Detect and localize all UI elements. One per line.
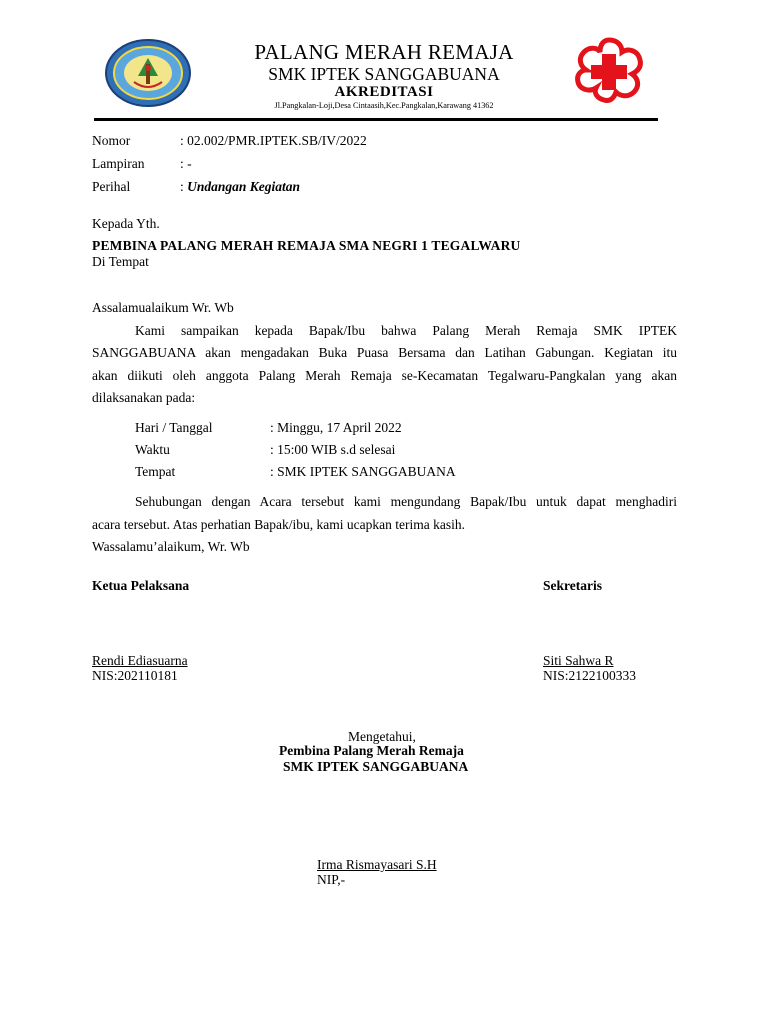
org-name: PALANG MERAH REMAJA: [254, 40, 514, 64]
sign-left-id: NIS:202110181: [92, 668, 178, 683]
school-name: SMK IPTEK SANGGABUANA: [268, 64, 500, 84]
para1-line-3: akan diikuti oleh anggota Palang Merah Remaja se-Kecamatan Tegalwaru-Pangkalan yang akan: [92, 368, 677, 383]
sign-left-name: Rendi Ediasuarna: [92, 653, 188, 668]
meta-perihal-label: Perihal: [92, 179, 131, 194]
school-seal-logo: [104, 38, 192, 108]
para1-line-1: Kami sampaikan kepada Bapak/Ibu bahwa Palang Merah Remaja SMK IPTEK: [135, 323, 677, 338]
recipient-place: Di Tempat: [92, 254, 149, 269]
sign-right-id: NIS:2122100333: [543, 668, 637, 683]
closing: Wassalamu’alaikum, Wr. Wb: [92, 539, 250, 554]
detail-date-value: : Minggu, 17 April 2022: [270, 420, 402, 435]
acknowledge-label: Mengetahui,: [348, 729, 416, 744]
acknowledge-role-line1: Pembina Palang Merah Remaja: [279, 743, 464, 758]
sign-right-role: Sekretaris: [543, 578, 602, 593]
header-divider: [94, 118, 658, 121]
pmr-red-cross-logo: [570, 34, 648, 106]
meta-perihal-value: [180, 178, 300, 195]
school-address: Jl.Pangkalan-Loji,Desa Cintaasih,Kec.Pangkalan,Karawang 41362: [274, 101, 494, 110]
detail-place-label: Tempat: [135, 464, 176, 479]
salutation: Assalamualaikum Wr. Wb: [92, 300, 234, 315]
detail-place-value: : SMK IPTEK SANGGABUANA: [270, 464, 456, 479]
acknowledge-id: NIP,-: [317, 872, 346, 887]
detail-time-label: Waktu: [135, 442, 170, 457]
acknowledge-role-line2: SMK IPTEK SANGGABUANA: [283, 759, 469, 774]
detail-time-value: : 15:00 WIB s.d selesai: [270, 442, 396, 457]
meta-perihal-subject: Undangan Kegiatan: [187, 179, 301, 194]
meta-nomor-label: Nomor: [92, 133, 131, 148]
para1-line-4: dilaksanakan pada:: [92, 390, 196, 405]
para1-line-2: SANGGABUANA akan mengadakan Buka Puasa Bersama dan Latihan Gabungan. Kegiatan itu: [92, 345, 677, 360]
accreditation-label: AKREDITASI: [334, 84, 434, 100]
recipient-greeting: Kepada Yth.: [92, 216, 160, 231]
meta-perihal-colon: :: [180, 179, 188, 194]
meta-nomor-value: : 02.002/PMR.IPTEK.SB/IV/2022: [180, 133, 367, 148]
meta-lampiran-label: Lampiran: [92, 156, 145, 171]
acknowledge-name: Irma Rismayasari S.H: [317, 857, 437, 872]
para2-line-1: Sehubungan dengan Acara tersebut kami mengundang Bapak/Ibu untuk dapat menghadiri: [135, 494, 677, 509]
detail-date-label: Hari / Tanggal: [135, 420, 213, 435]
recipient-name: PEMBINA PALANG MERAH REMAJA SMA NEGRI 1 TEGALWARU: [92, 238, 521, 253]
sign-right-name: Siti Sahwa R: [543, 653, 614, 668]
para2-line-2: acara tersebut. Atas perhatian Bapak/ibu, kami ucapkan terima kasih.: [92, 517, 465, 532]
meta-lampiran-value: : -: [180, 156, 192, 171]
sign-left-role: Ketua Pelaksana: [92, 578, 190, 593]
